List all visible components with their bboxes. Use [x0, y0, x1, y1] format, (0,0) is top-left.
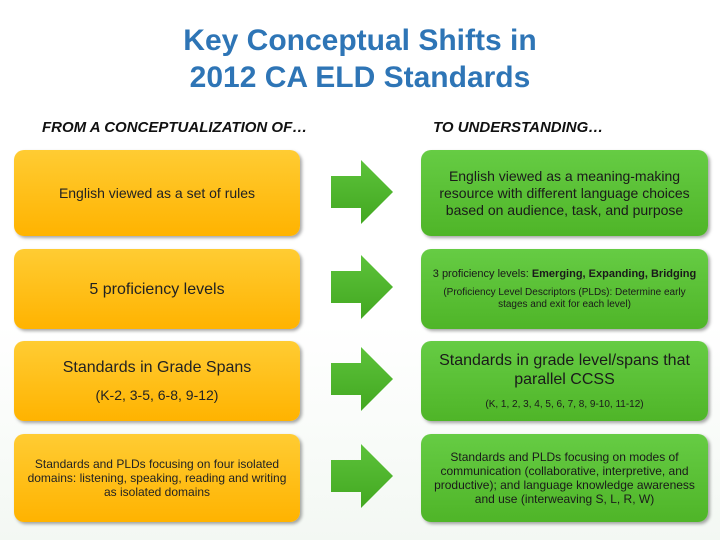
- title-line-2: 2012 CA ELD Standards: [189, 61, 531, 94]
- from-text-1: English viewed as a set of rules: [58, 184, 256, 201]
- to-text-4: Standards and PLDs focusing on modes of communication (collaborative, interpretive, and productive); and language knowledge awareness and use (interweaving S, L, R, W): [434, 450, 695, 506]
- to-box-4: [421, 434, 708, 522]
- from-text-2: 5 proficiency levels: [89, 280, 225, 298]
- to-text-2-levels: Emerging, Expanding, Bridging: [531, 267, 697, 280]
- to-text-3: Standards in grade level/spans that parallel CCSS: [439, 352, 690, 388]
- from-box-3: [14, 341, 300, 421]
- to-box-1: [421, 150, 708, 236]
- from-box-2: [14, 249, 300, 329]
- from-text-4: Standards and PLDs focusing on four isolated domains: listening, speaking, reading and writing as isolated domains: [27, 457, 287, 499]
- to-text-1: English viewed as a meaning-making resource with different language choices based on audience, task, and purpose: [439, 167, 690, 218]
- slide-title: [0, 22, 720, 96]
- title-line-1: Key Conceptual Shifts in: [183, 24, 537, 57]
- to-column-header: TO UNDERSTANDING…: [433, 119, 604, 136]
- to-subtext-3: (K, 1, 2, 3, 4, 5, 6, 7, 8, 9-10, 11-12): [485, 399, 644, 410]
- right-arrow-icon: [331, 255, 393, 319]
- to-text-2-prefix: 3 proficiency levels:: [432, 267, 532, 280]
- to-subtext-2: (Proficiency Level Descriptors (PLDs): Determine early stages and exit for each level): [443, 286, 686, 310]
- from-box-1: [14, 150, 300, 236]
- right-arrow-icon: [331, 347, 393, 411]
- to-text-2: [433, 268, 696, 281]
- from-text-3: Standards in Grade Spans: [62, 359, 252, 376]
- to-box-2: [421, 249, 708, 329]
- right-arrow-icon: [331, 160, 393, 224]
- from-subtext-3: (K-2, 3-5, 6-8, 9-12): [95, 387, 219, 403]
- right-arrow-icon: [331, 444, 393, 508]
- to-box-3: [421, 341, 708, 421]
- from-box-4: [14, 434, 300, 522]
- from-column-header: FROM A CONCEPTUALIZATION OF…: [42, 119, 308, 136]
